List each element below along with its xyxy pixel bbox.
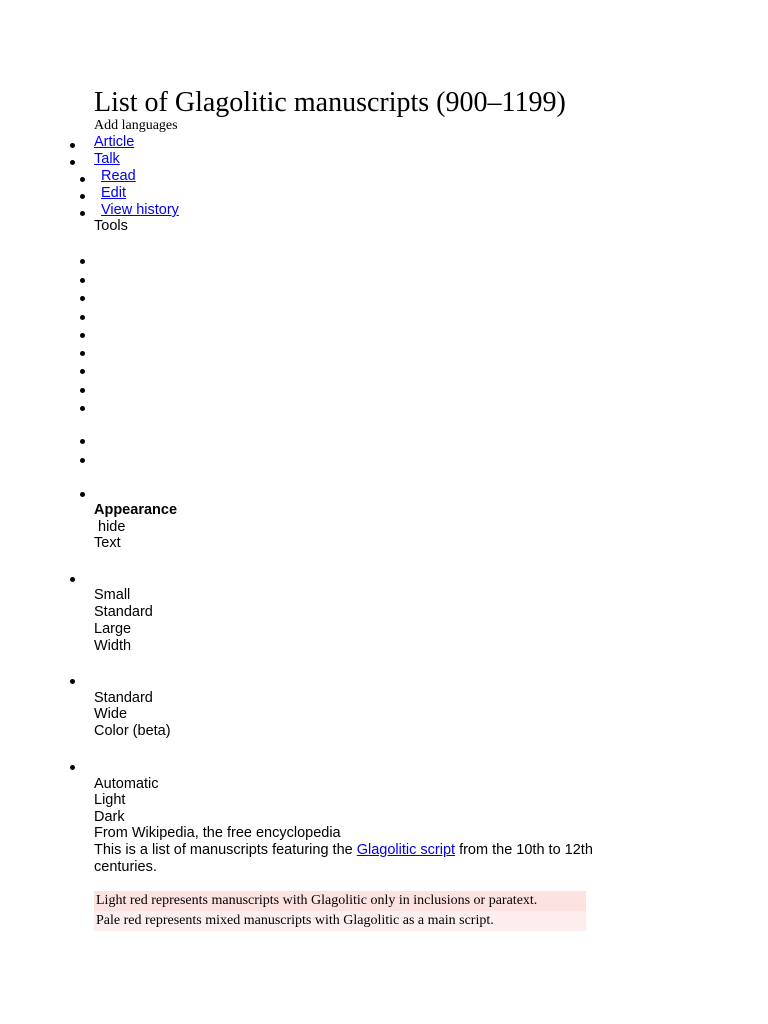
legend-pale-red: Pale red represents mixed manuscripts with Glagolitic as a main script. — [94, 911, 586, 931]
tab-read[interactable]: Read — [101, 168, 136, 184]
list-bullet — [80, 177, 85, 182]
list-bullet — [70, 160, 75, 165]
site-tagline: From Wikipedia, the free encyclopedia — [94, 825, 341, 841]
intro-text: This is a list of manuscripts featuring the — [94, 842, 357, 858]
text-size-large-option[interactable]: Large — [94, 621, 132, 637]
color-label: Color (beta) — [94, 723, 171, 739]
list-bullet — [70, 143, 75, 148]
tab-edit[interactable]: Edit — [101, 185, 126, 201]
tools-item[interactable] — [80, 278, 85, 283]
tools-item[interactable] — [80, 369, 85, 374]
list-bullet — [70, 577, 75, 582]
tab-article[interactable]: Article — [94, 134, 135, 150]
appearance-item — [80, 492, 85, 497]
intro-paragraph-continued: centuries. — [94, 859, 157, 875]
width-wide-option[interactable]: Wide — [94, 706, 128, 722]
intro-paragraph — [94, 842, 593, 858]
list-bullet — [80, 194, 85, 199]
tools-item[interactable] — [80, 259, 85, 264]
color-dark-option[interactable]: Dark — [94, 809, 125, 825]
tools-item[interactable] — [80, 388, 85, 393]
legend-light-red: Light red represents manuscripts with Glagolitic only in inclusions or paratext. — [94, 891, 586, 911]
text-size-small-option[interactable]: Small — [94, 587, 131, 603]
tab-view-history[interactable]: View history — [101, 202, 179, 218]
appearance-hide-button[interactable]: hide — [98, 519, 126, 535]
list-bullet — [70, 679, 75, 684]
tools-item[interactable] — [80, 406, 85, 411]
tools-item[interactable] — [80, 458, 85, 463]
page-title: List of Glagolitic manuscripts (900–1199) — [94, 87, 566, 118]
text-size-standard-option[interactable]: Standard — [94, 604, 153, 620]
width-label: Width — [94, 638, 132, 654]
add-languages-button[interactable]: Add languages — [94, 118, 178, 133]
text-size-label: Text — [94, 535, 121, 551]
tools-item[interactable] — [80, 439, 85, 444]
width-standard-option[interactable]: Standard — [94, 690, 153, 706]
tools-item[interactable] — [80, 351, 85, 356]
color-automatic-option[interactable]: Automatic — [94, 776, 159, 792]
tools-item[interactable] — [80, 296, 85, 301]
glagolitic-script-link[interactable]: Glagolitic script — [356, 842, 456, 858]
tab-talk[interactable]: Talk — [94, 151, 120, 167]
list-bullet — [70, 765, 75, 770]
intro-text: from the 10th to 12th — [455, 842, 593, 858]
list-bullet — [80, 211, 85, 216]
color-light-option[interactable]: Light — [94, 792, 126, 808]
tools-item[interactable] — [80, 315, 85, 320]
tools-item[interactable] — [80, 333, 85, 338]
appearance-heading: Appearance — [94, 502, 178, 518]
tools-menu-button[interactable]: Tools — [94, 218, 128, 234]
